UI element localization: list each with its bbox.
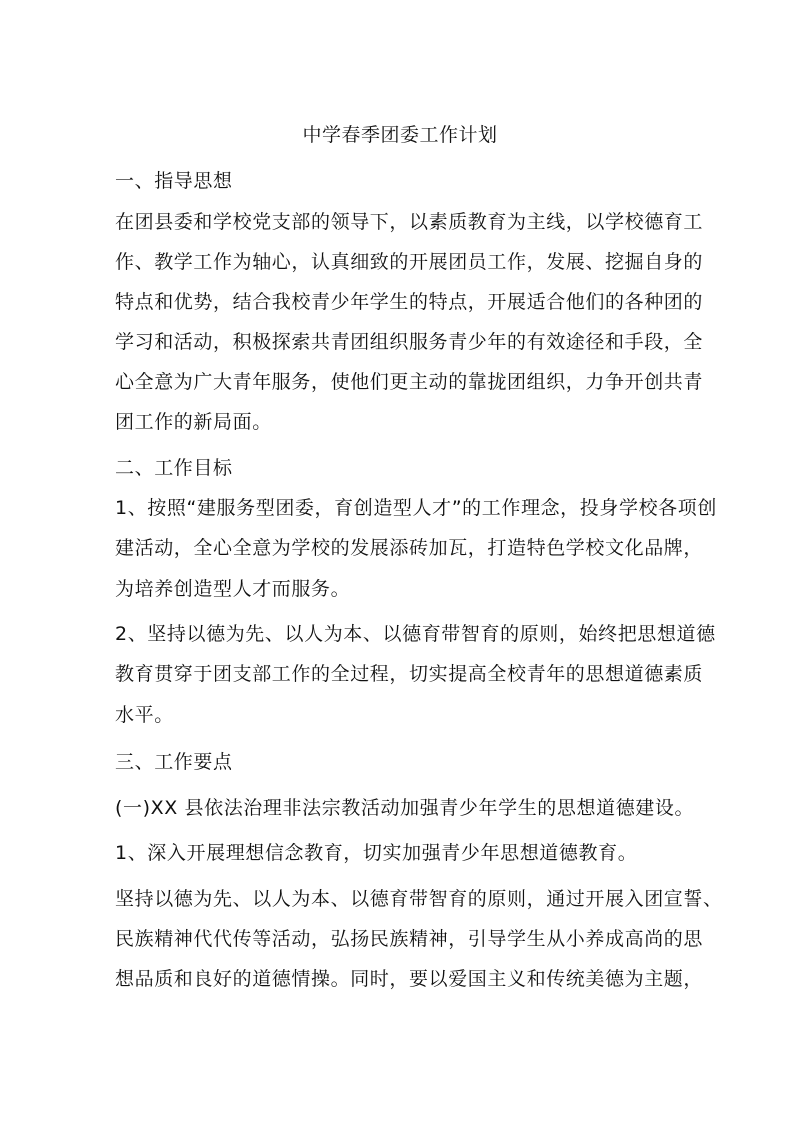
section-heading-work-goals: 二、工作目标 xyxy=(115,457,233,479)
paragraph-line: 水平。 xyxy=(115,704,174,726)
paragraph-line: 想品质和良好的道德情操。同时，要以爱国主义和传统美德为主题， xyxy=(115,968,704,990)
paragraph-line: 教育贯穿于团支部工作的全过程，切实提高全校青年的思想道德素质 xyxy=(115,663,704,685)
section-heading-work-points: 三、工作要点 xyxy=(115,751,233,773)
paragraph-line: 为培养创造型人才而服务。 xyxy=(115,578,351,600)
paragraph-line: 特点和优势，结合我校青少年学生的特点，开展适合他们的各种团的 xyxy=(115,291,704,313)
paragraph-line: 1、按照“建服务型团委，育创造型人才”的工作理念，投身学校各项创 xyxy=(115,497,717,519)
paragraph-line: 民族精神代代传等活动，弘扬民族精神，引导学生从小养成高尚的思 xyxy=(115,928,704,950)
paragraph-line: 团工作的新局面。 xyxy=(115,411,272,433)
section-heading-guiding-ideology: 一、指导思想 xyxy=(115,170,233,192)
paragraph-line: 心全意为广大青年服务，使他们更主动的靠拢团组织，力争开创共青 xyxy=(115,371,704,393)
paragraph-line: 建活动，全心全意为学校的发展添砖加瓦，打造特色学校文化品牌， xyxy=(115,537,704,559)
paragraph-line: 在团县委和学校党支部的领导下，以素质教育为主线，以学校德育工 xyxy=(115,211,704,233)
subsection-heading: (一)XX 县依法治理非法宗教活动加强青少年学生的思想道德建设。 xyxy=(115,797,695,819)
paragraph-line: 作、教学工作为轴心，认真细致的开展团员工作，发展、挖掘自身的 xyxy=(115,251,704,273)
paragraph-line: 2、坚持以德为先、以人为本、以德育带智育的原则，始终把思想道德 xyxy=(115,623,716,645)
paragraph-line: 学习和活动，积极探索共青团组织服务青少年的有效途径和手段，全 xyxy=(115,331,704,353)
document-title: 中学春季团委工作计划 xyxy=(302,124,498,146)
paragraph-line: 1、深入开展理想信念教育，切实加强青少年思想道德教育。 xyxy=(115,842,638,864)
paragraph-line: 坚持以德为先、以人为本、以德育带智育的原则，通过开展入团宣誓、 xyxy=(115,888,723,910)
